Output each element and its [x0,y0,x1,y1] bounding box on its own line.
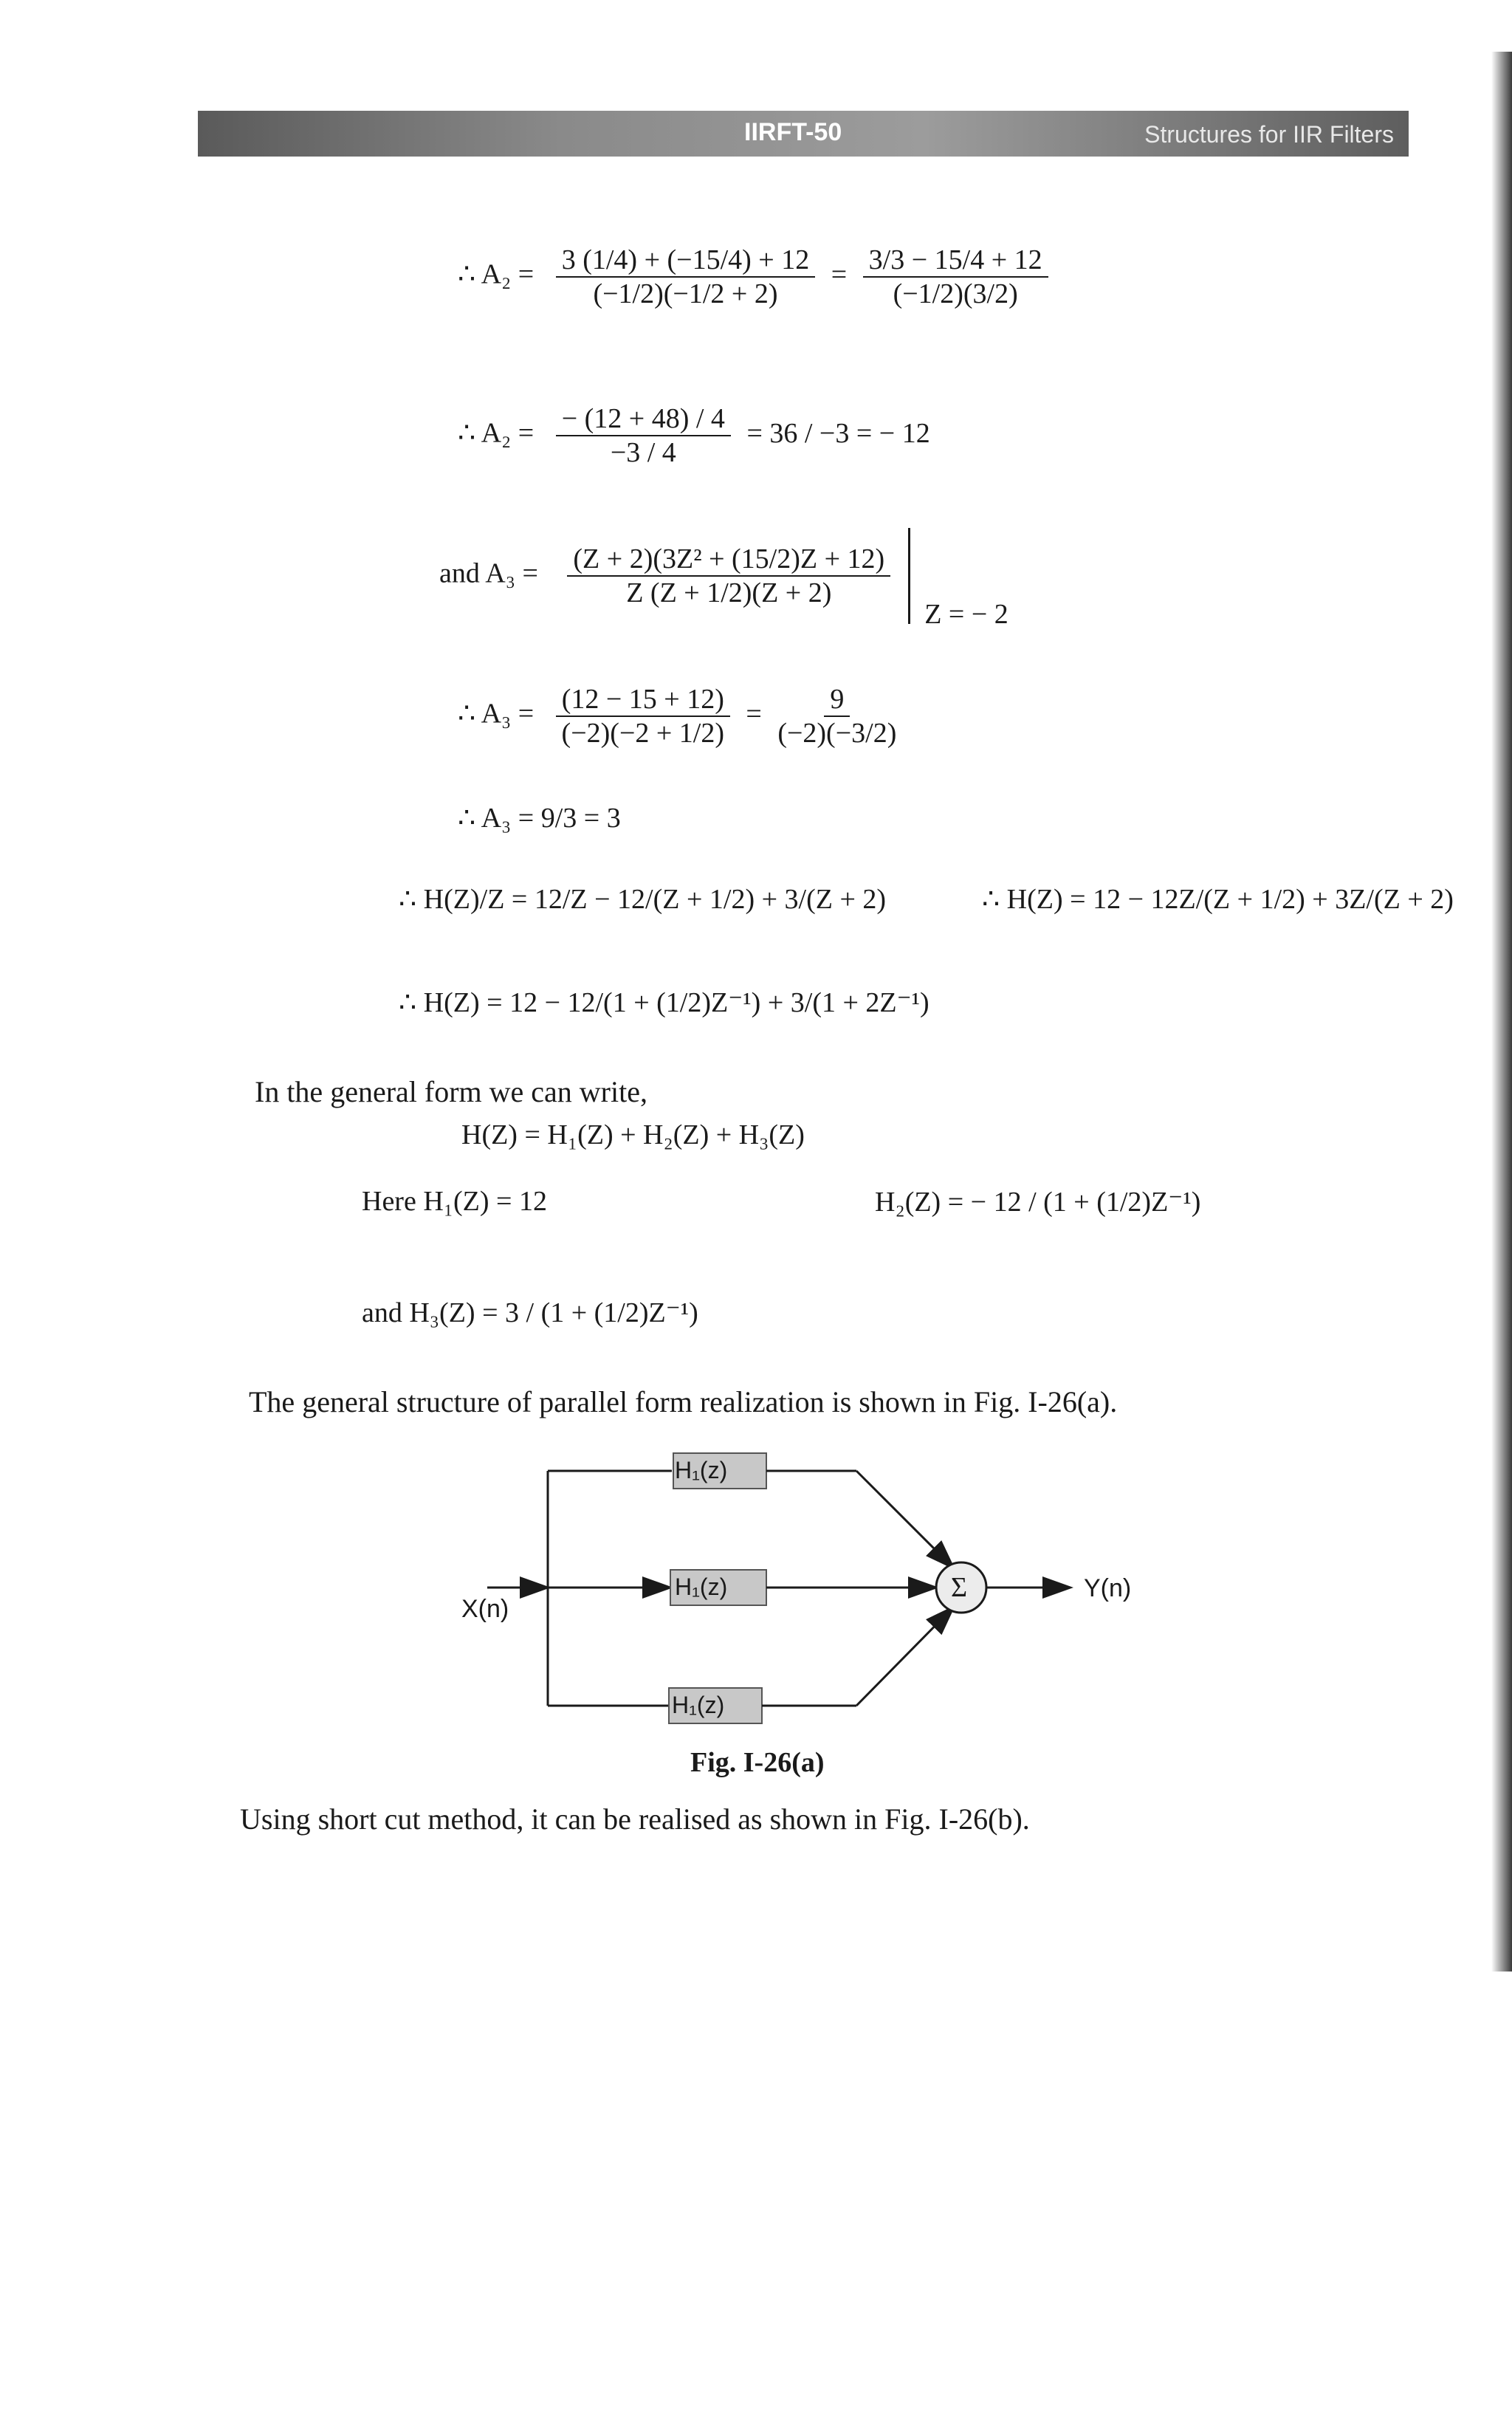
eq-a3-value-num: (12 − 15 + 12) [556,683,730,717]
eq-a3-value: ∴ A₃ = $\frac{(12 - 15 + 12)}{(-2)(-2 + 1/2)}$ = $\frac{9}{(-2)(-3/2)}$ [458,684,897,749]
diagram-block-mid-label: H₁(z) [675,1574,728,1600]
eq-a2-first-frac2 [863,244,1048,310]
figure-caption: Fig. I-26(a) [690,1747,825,1778]
page-edge-shadow [1491,52,1512,1972]
eq-a2-second [458,402,930,469]
eq-a3-def-frac [567,543,890,609]
bot-branch-arrow [856,1608,952,1706]
page-header [198,111,1409,157]
eq-hz-over-z: ∴ H(Z)/Z = 12/Z − 12/(Z + 1/2) + 3/(Z + 2) [399,884,887,915]
eq-a3-def-eval: Z = − 2 [924,598,1008,630]
parallel-form-diagram [413,1440,1181,1750]
eq-a2-first-num2: 3/3 − 15/4 + 12 [863,244,1048,278]
eq-h1: Here H₁(Z) = 12 [362,1186,547,1217]
eq-a2-first-num: 3 (1/4) + (−15/4) + 12 [556,244,816,278]
prose-structure: The general structure of parallel form realization is shown in Fig. I-26(a). [249,1385,1118,1418]
eq-a2-second-den: −3 / 4 [610,437,676,468]
eq-a3-value-den: (−2)(−2 + 1/2) [561,718,725,749]
eq-a3-value-lhs: ∴ A₃ = [458,698,535,730]
eq-a2-second-lhs: ∴ A₂ = [458,417,535,449]
eq-a2-second-rhs: = 36 / −3 = − 12 [746,417,930,449]
diagram-sum-symbol: Σ [951,1572,968,1603]
eq-a2-first: ∴ A₂ = $\frac{3 (1/4) + (-15/4) + 12}{(-1/2)(-1/2 + 2)}$ = $\frac{3/3 - 15/4 + 12}{(-1/2)(3/2)}$ [458,244,1048,310]
eq-a2-first-den: (−1/2)(−1/2 + 2) [593,278,778,309]
eq-a3-def-num: (Z + 2)(3Z² + (15/2)Z + 12) [567,543,890,577]
eq-a2-first-lhs: ∴ A₂ = [458,258,535,290]
eq-hz-right: ∴ H(Z) = 12 − 12Z/(Z + 1/2) + 3Z/(Z + 2) [982,884,1454,915]
header-section: Structures for IIR Filters [1144,121,1394,148]
eq-a3-result: ∴ A₃ = 9/3 = 3 [458,803,621,834]
eq-a3-value-num2: 9 [824,683,850,717]
diagram-output-label: Y(n) [1084,1574,1132,1602]
eq-general: H(Z) = H₁(Z) + H₂(Z) + H₃(Z) [461,1119,805,1150]
prose-general-form: In the general form we can write, [255,1075,647,1108]
eq-hz-final: ∴ H(Z) = 12 − 12/(1 + (1/2)Z⁻¹) + 3/(1 + 2Z⁻¹) [399,987,929,1018]
eq-a2-first-den2: (−1/2)(3/2) [893,278,1018,309]
diagram-block-bot-label: H₁(z) [672,1692,725,1718]
eq-h3: and H₃(Z) = 3 / (1 + (1/2)Z⁻¹) [362,1297,698,1328]
eq-h2: H₂(Z) = − 12 / (1 + (1/2)Z⁻¹) [875,1187,1201,1218]
eq-a2-first-frac1 [556,244,816,310]
prose-shortcut: Using short cut method, it can be realised as shown in Fig. I-26(b). [240,1802,1030,1836]
header-title: IIRFT-50 [744,118,842,146]
eq-a2-second-num: − (12 + 48) / 4 [556,402,731,436]
eq-a3-value-frac1 [556,683,730,749]
diagram-block-top-label: H₁(z) [675,1457,728,1483]
eq-a3-def-den: Z (Z + 1/2)(Z + 2) [626,577,832,608]
diagram-input-label: X(n) [461,1595,509,1623]
eq-a3-def [439,528,1008,630]
eq-a2-second-frac [556,402,731,469]
eq-a3-def-lhs: and A₃ = [439,557,538,589]
eq-a3-value-frac2 [777,683,896,749]
top-branch-arrow [856,1471,952,1567]
eq-a3-value-den2: (−2)(−3/2) [777,718,897,749]
